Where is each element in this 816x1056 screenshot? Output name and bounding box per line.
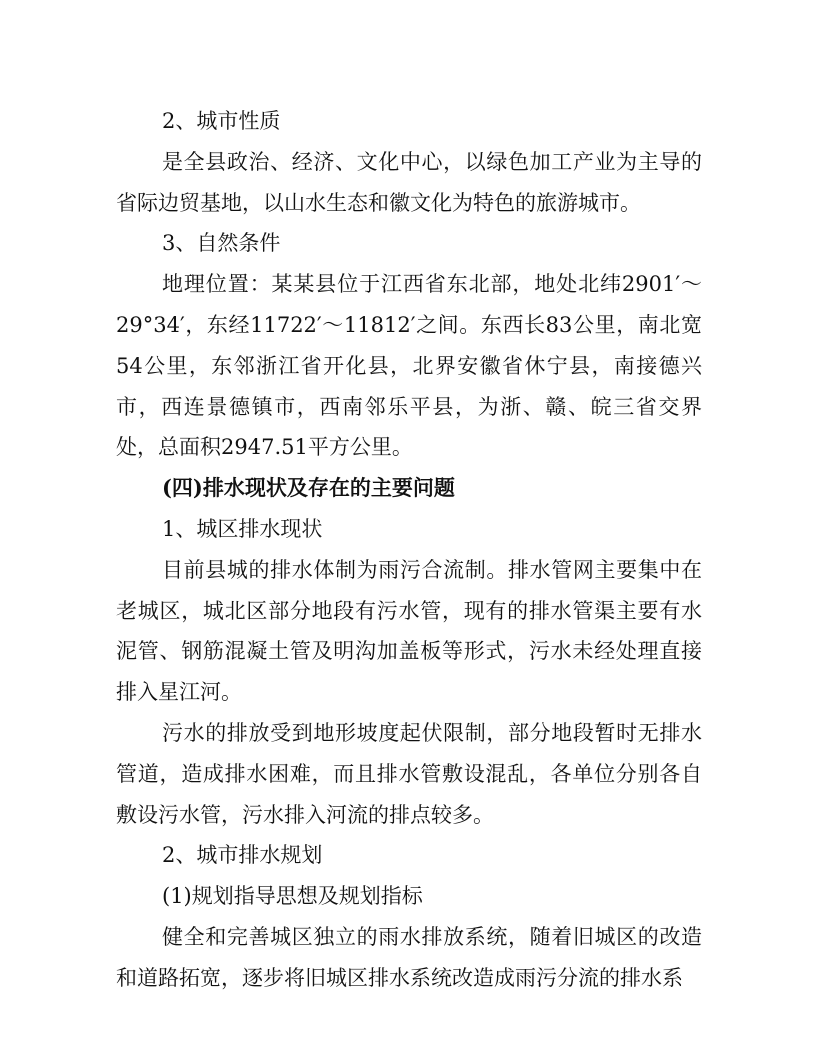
section-heading-drainage-planning: 2、城市排水规划 [162,843,323,868]
paragraph-geographic-location: 地理位置：某某县位于江西省东北部，地处北纬2901′～29°34′，东经11722′～11812′之间。东西长83公里，南北宽54公里，东邻浙江省开化县，北界安徽省休宁县，南接德兴市，西连景德镇市，西南邻乐平县，为浙、赣、皖三省交界处，总面积2947.51平方公里。 [116,272,702,460]
paragraph-city-nature: 是全县政治、经济、文化中心，以绿色加工产业为主导的省际边贸基地，以山水生态和徽文化为特色的旅游城市。 [116,149,702,215]
section-heading-city-nature: 2、城市性质 [162,109,281,133]
chapter-heading-drainage-status: (四)排水现状及存在的主要问题 [162,475,455,501]
subsection-heading-planning-guidelines: (1)规划指导思想及规划指标 [162,884,423,909]
paragraph-planning-guidelines: 健全和完善城区独立的雨水排放系统，随着旧城区的改造和道路拓宽，逐步将旧城区排水系统改造成雨污分流的排水系 [116,924,702,990]
section-heading-urban-drainage-status: 1、城区排水现状 [162,516,323,541]
section-heading-natural-conditions: 3、自然条件 [162,231,281,256]
document-body [116,101,702,999]
paragraph-drainage-system: 目前县城的排水体制为雨污合流制。排水管网主要集中在老城区，城北区部分地段有污水管，现有的排水管渠主要有水泥管、钢筋混凝土管及明沟加盖板等形式，污水未经处理直接排入星江河。 [116,557,702,705]
paragraph-drainage-problems: 污水的排放受到地形坡度起伏限制，部分地段暂时无排水管道，造成排水困难，而且排水管敷设混乱，各单位分别各自敷设污水管，污水排入河流的排点较多。 [116,720,702,827]
